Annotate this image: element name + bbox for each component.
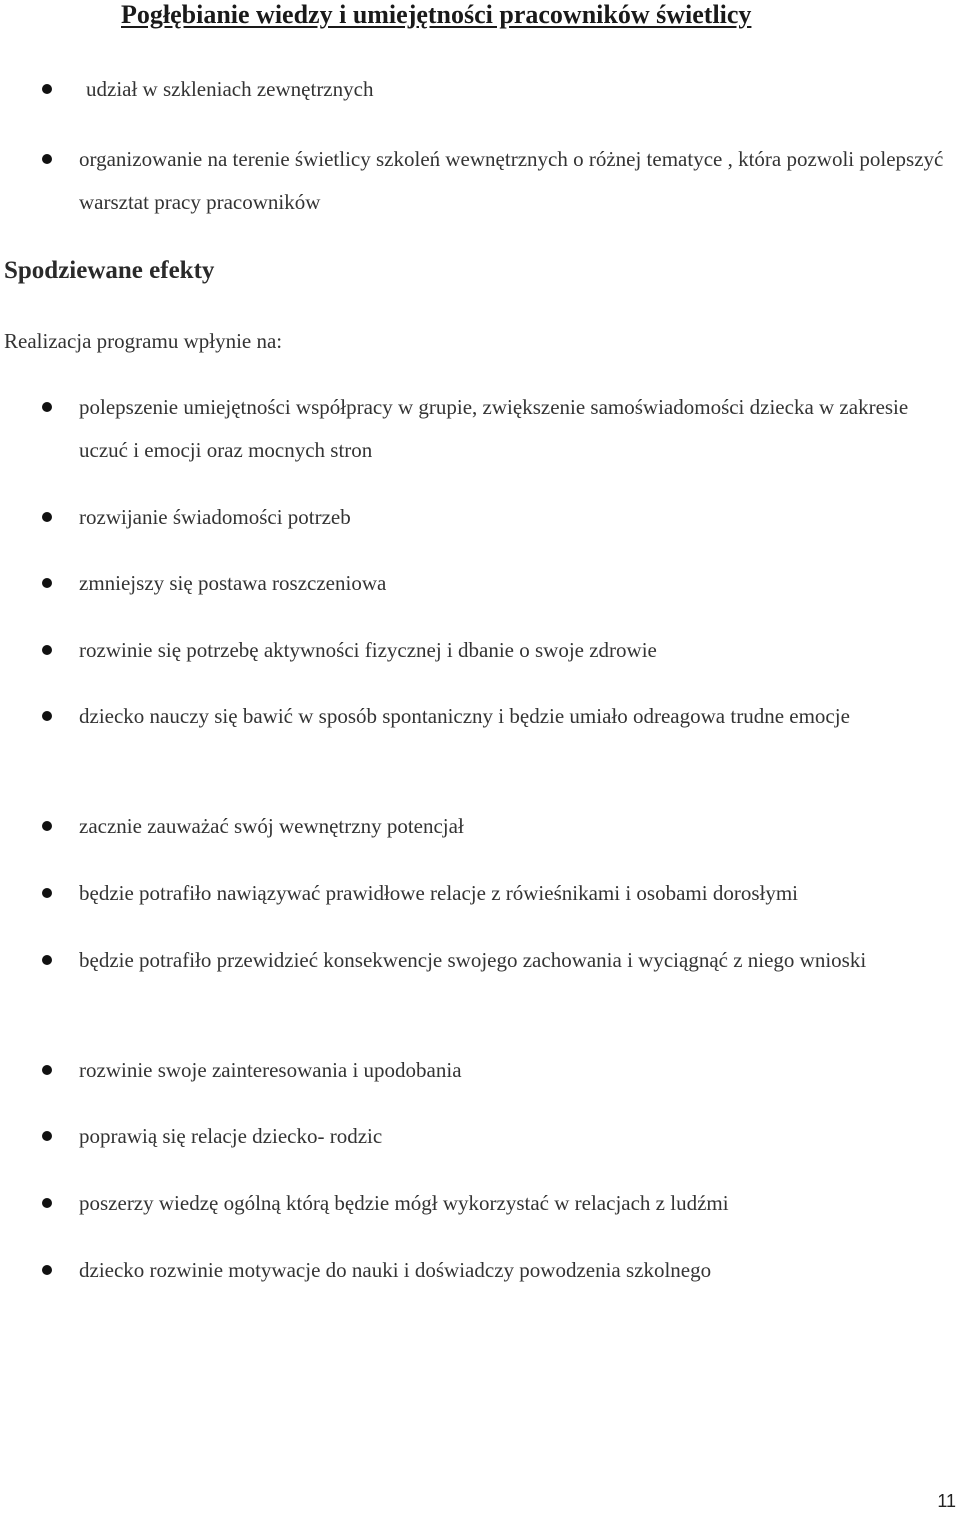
list-item-text: rozwinie się potrzebę aktywności fizycznej i dbanie o swoje zdrowie bbox=[79, 638, 657, 662]
list-item-text: poszerzy wiedzę ogólną którą będzie mógł wykorzystać w relacjach z ludźmi bbox=[79, 1191, 729, 1215]
list-item-text: rozwinie swoje zainteresowania i upodobania bbox=[79, 1058, 462, 1082]
list-item-text: będzie potrafiło nawiązywać prawidłowe relacje z rówieśnikami i osobami dorosłymi bbox=[79, 881, 799, 905]
bullet-icon bbox=[42, 1198, 52, 1208]
bullet-icon bbox=[42, 84, 52, 94]
list-item-text: rozwijanie świadomości potrzeb bbox=[79, 505, 351, 529]
list-item-text: udział w szkleniach zewnętrznych bbox=[86, 77, 374, 101]
bullet-icon bbox=[42, 821, 52, 831]
bullet-icon bbox=[42, 1265, 52, 1275]
page-number: 11 bbox=[937, 1491, 956, 1511]
bullet-icon bbox=[42, 645, 52, 655]
bullet-icon bbox=[42, 955, 52, 965]
section-heading: Spodziewane efekty bbox=[4, 257, 215, 284]
bullet-icon bbox=[42, 578, 52, 588]
list-item-text: dziecko rozwinie motywacje do nauki i doświadczy powodzenia szkolnego bbox=[79, 1258, 712, 1282]
page-title: Pogłębianie wiedzy i umiejętności pracowników świetlicy bbox=[121, 0, 752, 29]
bullet-icon bbox=[42, 402, 52, 412]
bullet-icon bbox=[42, 711, 52, 721]
list-item-text: polepszenie umiejętności współpracy w grupie, zwiększenie samoświadomości dziecka w zakresie uczuć i emocji oraz mocnych stron bbox=[79, 395, 909, 462]
intro-text: Realizacja programu wpłynie na: bbox=[4, 329, 283, 353]
list-item-text: poprawią się relacje dziecko- rodzic bbox=[79, 1124, 383, 1148]
list-item-text: dziecko nauczy się bawić w sposób spontaniczny i będzie umiało odreagowa trudne emocje bbox=[79, 704, 850, 728]
list-item-text: organizowanie na terenie świetlicy szkoleń wewnętrznych o różnej tematyce , która pozwoli polepszyć warsztat pracy pracowników bbox=[79, 147, 944, 214]
list-item-text: zacznie zauważać swój wewnętrzny potencjał bbox=[79, 814, 464, 838]
list-item-text: zmniejszy się postawa roszczeniowa bbox=[79, 571, 387, 595]
bullet-icon bbox=[42, 1131, 52, 1141]
bullet-icon bbox=[42, 512, 52, 522]
bullet-icon bbox=[42, 888, 52, 898]
bullet-icon bbox=[42, 1065, 52, 1075]
list-item-text: będzie potrafiło przewidzieć konsekwencje swojego zachowania i wyciągnąć z niego wnioski bbox=[79, 948, 867, 972]
bullet-icon bbox=[42, 154, 52, 164]
